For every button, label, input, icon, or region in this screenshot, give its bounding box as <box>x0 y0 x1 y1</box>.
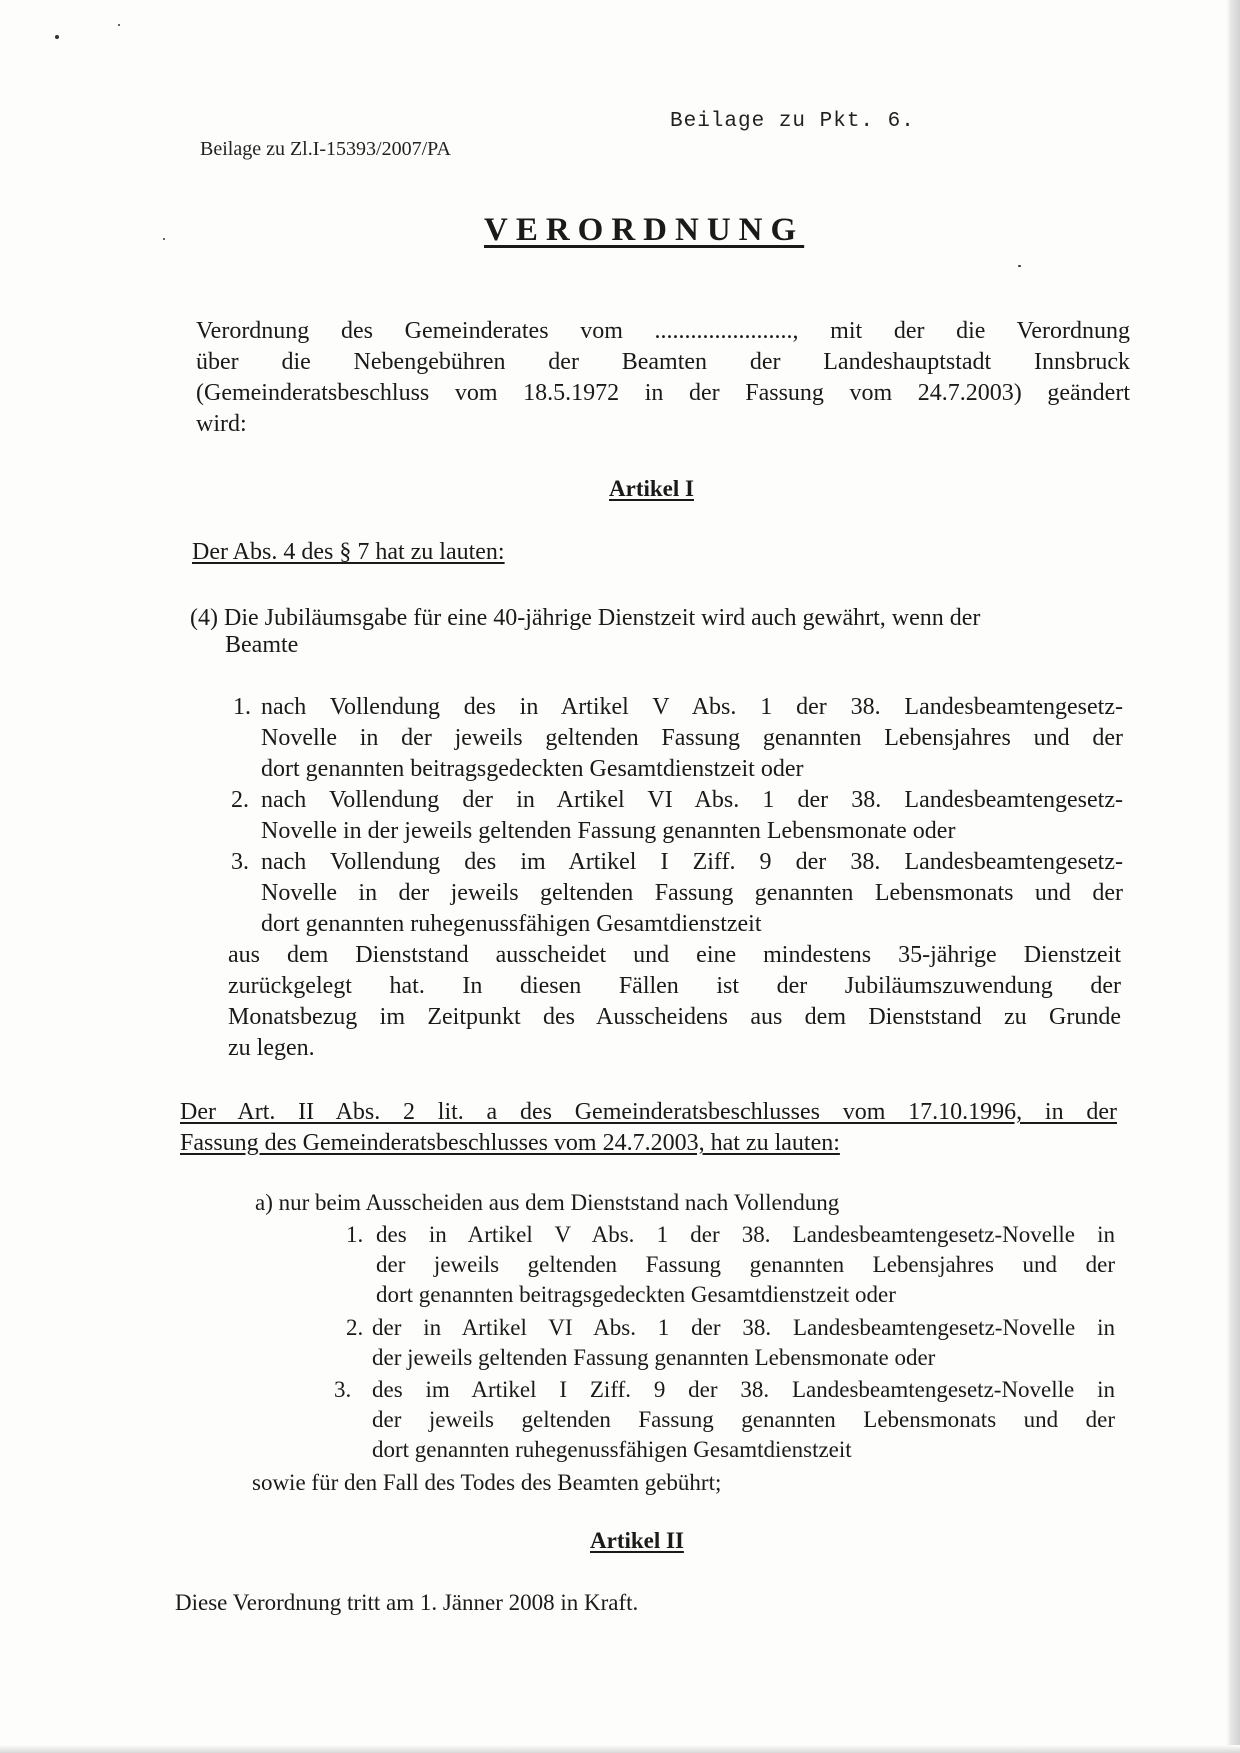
sub-list-item-line: der jeweils geltenden Fassung genannten Lebensjahres und der <box>376 1252 1115 1277</box>
sub-closing-line: sowie für den Fall des Todes des Beamten gebührt; <box>252 1470 722 1495</box>
list-item-line: nach Vollendung des in Artikel V Abs. 1 der 38. Landesbeamtengesetz- <box>261 694 1123 720</box>
document-title: VERORDNUNG <box>484 212 805 248</box>
scan-speck <box>55 35 59 39</box>
article-1-subheading: Der Abs. 4 des § 7 hat zu lauten: <box>192 539 505 565</box>
list-item-line: nach Vollendung der in Artikel VI Abs. 1 der 38. Landesbeamtengesetz- <box>261 787 1123 813</box>
list-item-line: Novelle in der jeweils geltenden Fassung genannten Lebensjahres und der <box>261 725 1123 751</box>
list-item-number: 2. <box>231 787 249 813</box>
typewriter-stamp: Beilage zu Pkt. 6. <box>670 110 915 133</box>
closing-line: aus dem Dienststand ausscheidet und eine mindestens 35-jährige Dienstzeit <box>228 942 1121 968</box>
scan-speck <box>1018 265 1021 267</box>
intro-line: wird: <box>196 411 247 437</box>
sub-list-item-number: 2. <box>346 1315 364 1340</box>
para-4-line: Beamte <box>225 632 299 658</box>
sub-list-item-line: der in Artikel VI Abs. 1 der 38. Landesbeamtengesetz-Novelle in <box>372 1315 1115 1340</box>
amendment-heading-line: Fassung des Gemeinderatsbeschlusses vom 24.7.2003, hat zu lauten: <box>180 1130 840 1156</box>
reference-number: Beilage zu Zl.I-15393/2007/PA <box>200 138 451 160</box>
intro-line: (Gemeinderatsbeschluss vom 18.5.1972 in der Fassung vom 24.7.2003) geändert <box>196 380 1130 406</box>
list-item-number: 1. <box>233 694 251 720</box>
list-item-line: dort genannten ruhegenussfähigen Gesamtdienstzeit <box>261 911 762 937</box>
intro-line: über die Nebengebühren der Beamten der Landeshauptstadt Innsbruck <box>196 349 1130 375</box>
closing-line: zu legen. <box>228 1035 315 1061</box>
intro-paragraph <box>196 316 1130 440</box>
sub-list-item-line: der jeweils geltenden Fassung genannten Lebensmonats und der <box>372 1407 1115 1432</box>
list-item-line: Novelle in der jeweils geltenden Fassung genannten Lebensmonate oder <box>261 818 956 844</box>
article-2-text: Diese Verordnung tritt am 1. Jänner 2008 in Kraft. <box>175 1590 639 1615</box>
amendment-heading <box>180 1097 1117 1159</box>
sub-list-item-line: des in Artikel V Abs. 1 der 38. Landesbeamtengesetz-Novelle in <box>376 1222 1115 1247</box>
scan-speck <box>118 24 120 26</box>
closing-line: Monatsbezug im Zeitpunkt des Ausscheidens aus dem Dienststand zu Grunde <box>228 1004 1121 1030</box>
sub-list-item-line: des im Artikel I Ziff. 9 der 38. Landesbeamtengesetz-Novelle in <box>372 1377 1115 1402</box>
scan-bottom-edge <box>0 1745 1240 1753</box>
list-item-line: dort genannten beitragsgedeckten Gesamtdienstzeit oder <box>261 756 804 782</box>
closing-line: zurückgelegt hat. In diesen Fällen ist der Jubiläumszuwendung der <box>228 973 1121 999</box>
sub-list-item-line: der jeweils geltenden Fassung genannten Lebensmonate oder <box>372 1345 936 1370</box>
list-item-line: Novelle in der jeweils geltenden Fassung genannten Lebensmonats und der <box>261 880 1123 906</box>
sub-list-item-line: dort genannten beitragsgedeckten Gesamtdienstzeit oder <box>376 1282 896 1307</box>
closing-paragraph <box>228 940 1121 1064</box>
intro-line: Verordnung des Gemeinderates vom ......................., mit der die Verordnung <box>196 318 1130 344</box>
list-item-line: nach Vollendung des im Artikel I Ziff. 9 der 38. Landesbeamtengesetz- <box>261 849 1123 875</box>
list-item-number: 3. <box>231 849 249 875</box>
scan-speck <box>163 238 165 240</box>
article-2-heading: Artikel II <box>590 1528 684 1553</box>
article-1-heading: Artikel I <box>609 476 694 501</box>
sub-list-item-number: 1. <box>346 1222 364 1247</box>
amendment-heading-line: Der Art. II Abs. 2 lit. a des Gemeinderatsbeschlusses vom 17.10.1996, in der <box>180 1099 1117 1125</box>
lit-a-intro: a) nur beim Ausscheiden aus dem Dienststand nach Vollendung <box>255 1190 840 1215</box>
sub-list-item-number: 3. <box>334 1377 352 1402</box>
para-4-line: (4) Die Jubiläumsgabe für eine 40-jährige Dienstzeit wird auch gewährt, wenn der <box>190 605 981 631</box>
sub-list-item-line: dort genannten ruhegenussfähigen Gesamtdienstzeit <box>372 1437 852 1462</box>
scan-edge-shadow <box>1226 0 1240 1753</box>
